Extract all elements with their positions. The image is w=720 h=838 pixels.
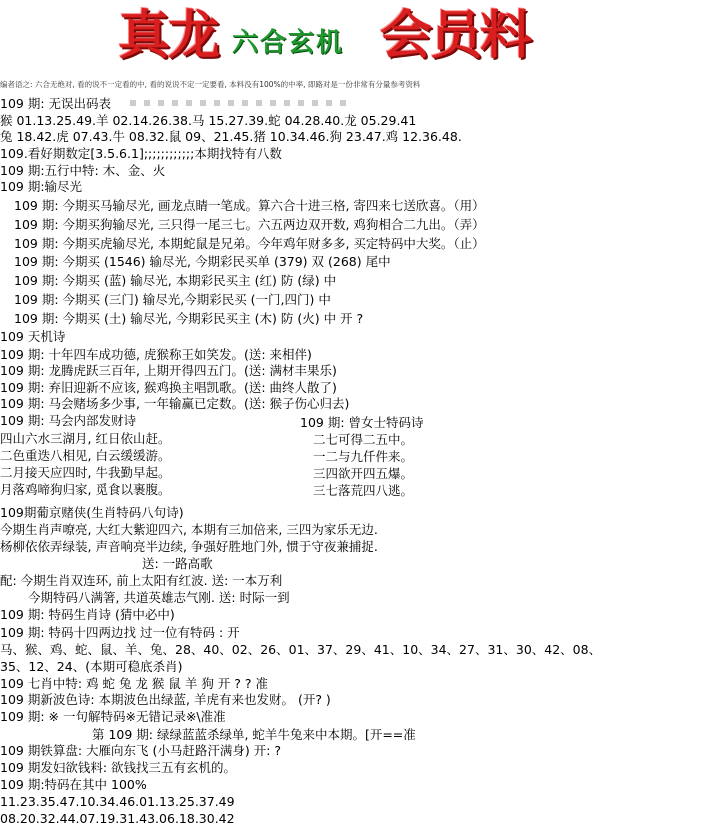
text-line: 兔 18.42.虎 07.43.牛 08.32.鼠 09、21.45.猪 10.34.46.狗 23.47.鸡 12.36.48. [0,129,462,144]
left-col-line: 二色重迭八相见, 白云缓缓游。 [0,448,171,463]
text-line: 109 期: 今期买虎输尽光, 本期蛇鼠是兄弟。今年鸡年财多多, 买定特码中大奖。（止） [14,236,485,251]
text-line: 马、猴、鸡、蛇、鼠、羊、兔、28、40、02、26、01、37、29、41、10、34、27、31、30、42、08、 [0,642,602,657]
text-line: 109 天机诗 [0,329,66,344]
text-line: 109 期: 今期买 (1546) 输尽光, 今期彩民买单 (379) 双 (268) 尾中 [14,254,391,269]
title-left: 真龙 [118,5,219,66]
text-line: 今期特码八满箸, 共道英雄志气刚. 送: 时际一到 [28,590,290,605]
number-line: 08.20.32.44.07.19.31.43.06.18.30.42 [0,811,235,826]
right-col-line: 109 期: 曾女士特码诗 [300,415,424,430]
text-line: 109 期: 十年四车成功德, 虎猴称王如笑发。(送: 来相伴) [0,347,312,362]
title-banner [0,0,720,74]
text-line: 109 期铁算盘: 大雁向东飞 (小马赶路汗满身) 开: ? [0,743,282,758]
text-line: 109 期: 特码生肖诗 (猜中必中) [0,607,175,622]
song-title: 送: 一路高歌 [142,556,213,571]
text-line: 109 期:特码在其中 100% [0,777,147,792]
text-line: 35、12、24、(本期可稳底杀肖) [0,659,183,674]
right-col-line: 三七落荒四八逃。 [313,483,414,498]
text-line: 配: 今期生肖双连环, 前上太阳有红波. 送: 一本万利 [0,573,283,588]
title-right: 会员料 [380,5,531,66]
text-line: 第 109 期: 绿绿蓝蓝杀绿单, 蛇羊牛兔来中本期。[开==准 [92,727,416,742]
text-line: 杨柳依依弄绿装, 声音响亮半边续, 争强好胜地门外, 惯于守夜兼捕捉. [0,539,378,554]
left-col-line: 109 期: 马会内部发财诗 [0,413,137,428]
text-line: 109 期: 今期买 (三门) 输尽光,今期彩民买 (一门,四门) 中 [14,292,331,307]
right-col-line: 一二与九仟件来。 [313,449,414,464]
left-col-line: 二月接天应四时, 牛我勤早起。 [0,465,171,480]
text-line: 109 期: 龙腾虎跃三百年, 上期开得四五门。(送: 满材丰果乐) [0,363,337,378]
text-line: 109 期: 今期买 (土) 输尽光, 今期彩民买主 (木) 防 (火) 中 开 ? [14,311,364,326]
text-line: 109 期新波色诗: 本期波色出绿蓝, 羊虎有来也发财。 (开? ) [0,692,331,707]
smudged-text [130,100,350,106]
text-line: 109 期: 今期买 (蓝) 输尽光, 本期彩民买主 (红) 防 (绿) 中 [14,273,337,288]
title-mid: 六合玄机 [232,28,345,58]
left-col-line: 四山六水三湖月, 红日依山赶。 [0,431,171,446]
right-col-line: 三四欲开四五爆。 [313,466,414,481]
text-line: 109期葡京赌侠(生肖特码八句诗) [0,505,184,520]
text-line: 109 期: 今期买马输尽光, 画龙点睛一笔成。算六合十进三格, 寄四来七送欣喜。（用） [14,198,485,213]
text-line: 109 期: 无误出码表 [0,96,112,111]
text-line: 109 七肖中特: 鸡 蛇 兔 龙 猴 鼠 羊 狗 开 ? ? 准 [0,676,268,691]
text-line: 猴 01.13.25.49.羊 02.14.26.38.马 15.27.39.蛇 04.28.40.龙 05.29.41 [0,113,417,128]
right-col-line: 二七可得二五中。 [313,432,414,447]
text-line: 109 期: 弃旧迎新不应该, 猴鸡换主唱凯歌。(送: 曲终人散了) [0,380,337,395]
text-line: 109 期: 今期买狗输尽光, 三只得一尾三七。六五两边双开数, 鸡狗相合二九出。（弄） [14,217,485,232]
text-line: 今期生肖声嘹亮, 大红大紫迎四六, 本期有三加倍来, 三四为家乐无边. [0,522,378,537]
text-line: 109 期: ※ 一句解特码※无错记录※\准准 [0,709,226,724]
left-col-line: 月落鸡啼狗归家, 觅食以裹腹。 [0,482,171,497]
text-line: 109.看好期数定[3.5.6.1];;;;;;;;;;;;本期找特有八数 [0,146,282,161]
text-line: 109 期:五行中特: 木、金、火 [0,163,166,178]
text-line: 109 期:输尽光 [0,179,83,194]
text-line: 109 期: 马会赌场多少事, 一年输赢已定数。(送: 猴子伤心归去) [0,396,350,411]
notice-text: 编者语之: 六合无绝对, 看的说不一定看的中, 看的说说不定一定要看, 本料没有100%的中率, 即路对是一份非常有分量参考资料 [0,80,421,89]
text-line: 109 期发妇欲钱料: 欲钱找三五有玄机的。 [0,760,237,775]
text-line: 109 期: 特码十四两边找 过一位有特码 : 开 [0,625,240,640]
number-line: 11.23.35.47.10.34.46.01.13.25.37.49 [0,794,235,809]
